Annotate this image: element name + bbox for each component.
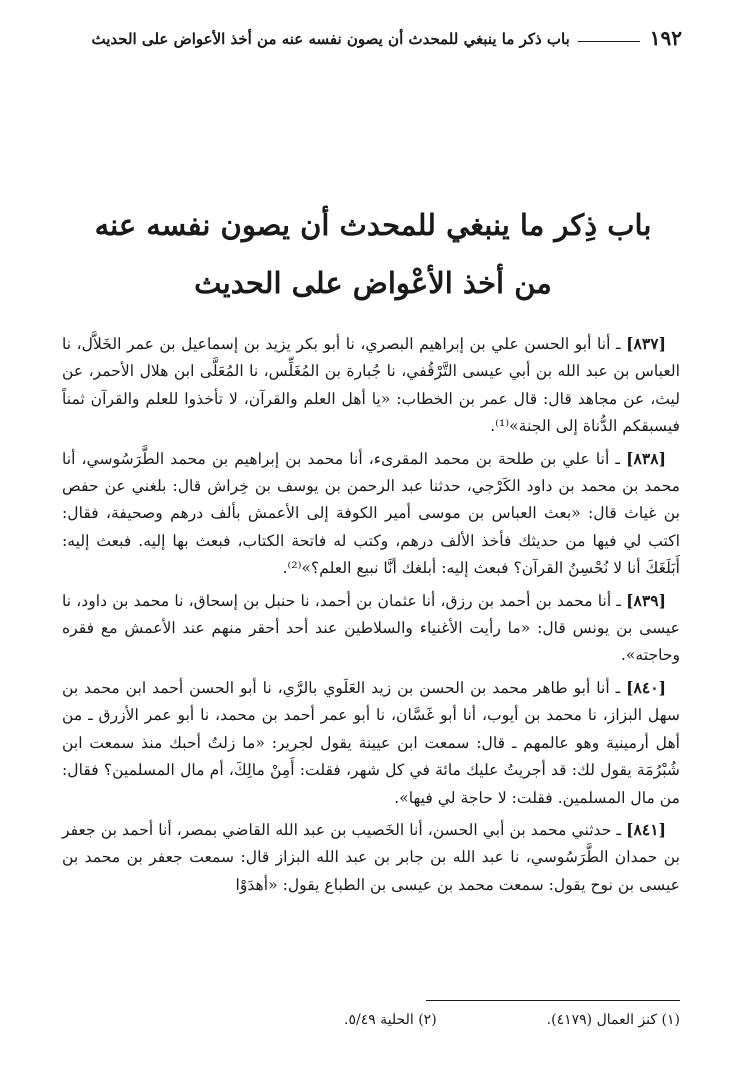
header-rule [578, 41, 640, 42]
entry-837 [62, 330, 680, 441]
footnote-2: (٢) الحلية ٥/٤٩. [344, 1012, 437, 1028]
chapter-title-line-2: من أخذ الأعْواض على الحديث [194, 266, 552, 300]
entry-number: [٨٤١] [626, 819, 666, 839]
entry-number: [٨٤٠] [626, 677, 667, 697]
body-text [62, 330, 680, 903]
page-number: ١٩٢ [649, 26, 682, 50]
entry-text: ـ أنا أبو الحسن علي بن إبراهيم البصري، نا أبو بكر يزيد بن إسماعيل بن عمر الخَلاَّل، نا العباس بن عبد الله بن أبي عيسى التَّرْقُفي، نا جُبارة بن المُغَلِّس، نا المُعَلَّى ابن هلال الأحمر، عن ليث، عن مجاهد قال: قال عمر بن الخطاب: «يا أهل العلم والقرآن، لا تأخذوا للعلم والقرآن ثمناً فيسبقكم الدُّناة إلى الجنة»⁽¹⁾. [62, 335, 680, 436]
entry-838 [62, 445, 680, 583]
footnotes [62, 1010, 680, 1030]
entry-text: ـ أنا أبو طاهر محمد بن الحسن بن زيد العَلَوي بالرَّي، نا أبو الحسن أحمد ابن محمد بن سهل البزاز، نا محمد بن أيوب، أنا أبو غَسَّان، نا أبو عمر أحمد بن محمد، نا أبو عمر الأزرق ـ من أهل أرمينية وهو عالمهم ـ قال: سمعت ابن عيينة يقول لجرير: «ما زلتُ أحبك منذ سمعت ابن شُبْرُمَة يقول لك: قد أجريتُ عليك مائة في كل شهر، فقلت: أَمِنْ مالِكَ، أم مال المسلمين؟ فقال: من مال المسلمين. فقلت: لا حاجة لي فيها». [62, 678, 680, 807]
entry-text: ـ حدثني محمد بن أبي الحسن، أنا الخَصيب بن عبد الله القاضي بمصر، أنا أحمد بن جعفر بن حمدان الطَّرَسُوسي، نا عبد الله بن جابر بن عبد الله البزاز قال: سمعت جعفر بن محمد بن عيسى بن نوح يقول: سمعت محمد بن عيسى بن الطباع يقول: «أهدَوْا [62, 820, 680, 894]
entry-text: ـ أنا علي بن طلحة بن محمد المقرىء، أنا محمد بن إبراهيم بن محمد الطَّرَسُوسي، أنا محمد بن محمد بن داود الكَرْجي، حدثنا عبد الرحمن بن يوسف بن خِراش قال: بلغني عن حفص بن غياث قال: «بعث العباس بن موسى أمير الكوفة إلى الأعمش بألف درهم وصحيفة، فقال: اكتب لي فيها من حديثك فأخذ الألف درهم، وكتب له فاتحة الكتاب، فبعث بها إليه. فبعث إليه: أَبَلَغَكَ أنا لا نُحْسِنُ القرآن؟ فبعث إليه: أبلغك أنَّا نبيع العلم؟»⁽²⁾. [62, 449, 680, 578]
entry-number: [٨٣٧] [626, 334, 666, 353]
chapter-title [60, 196, 686, 312]
chapter-title-line-1: باب ذِكر ما ينبغي للمحدث أن يصون نفسه عنه [94, 208, 652, 242]
entry-text: ـ أنا محمد بن أحمد بن رزق، أنا عثمان بن أحمد، نا حنبل بن إسحاق، نا محمد بن داود، نا عيسى بن يونس قال: «ما رأيت الأغنياء والسلاطين عند أحد أحقر منهم عند الأعمش مع فقره وحاجته». [62, 591, 680, 665]
entry-840 [62, 674, 680, 812]
entry-841 [62, 816, 680, 899]
entry-number: [٨٣٩] [626, 590, 666, 610]
entry-number: [٨٣٨] [626, 448, 666, 468]
footnote-1: (١) كنز العمال (٤١٧٩). [546, 1012, 680, 1028]
footnote-separator [426, 1000, 680, 1001]
entry-839 [62, 587, 680, 670]
running-header [66, 22, 682, 50]
running-title: باب ذكر ما ينبغي للمحدث أن يصون نفسه عنه من أخذ الأعواض على الحديث [91, 30, 570, 48]
